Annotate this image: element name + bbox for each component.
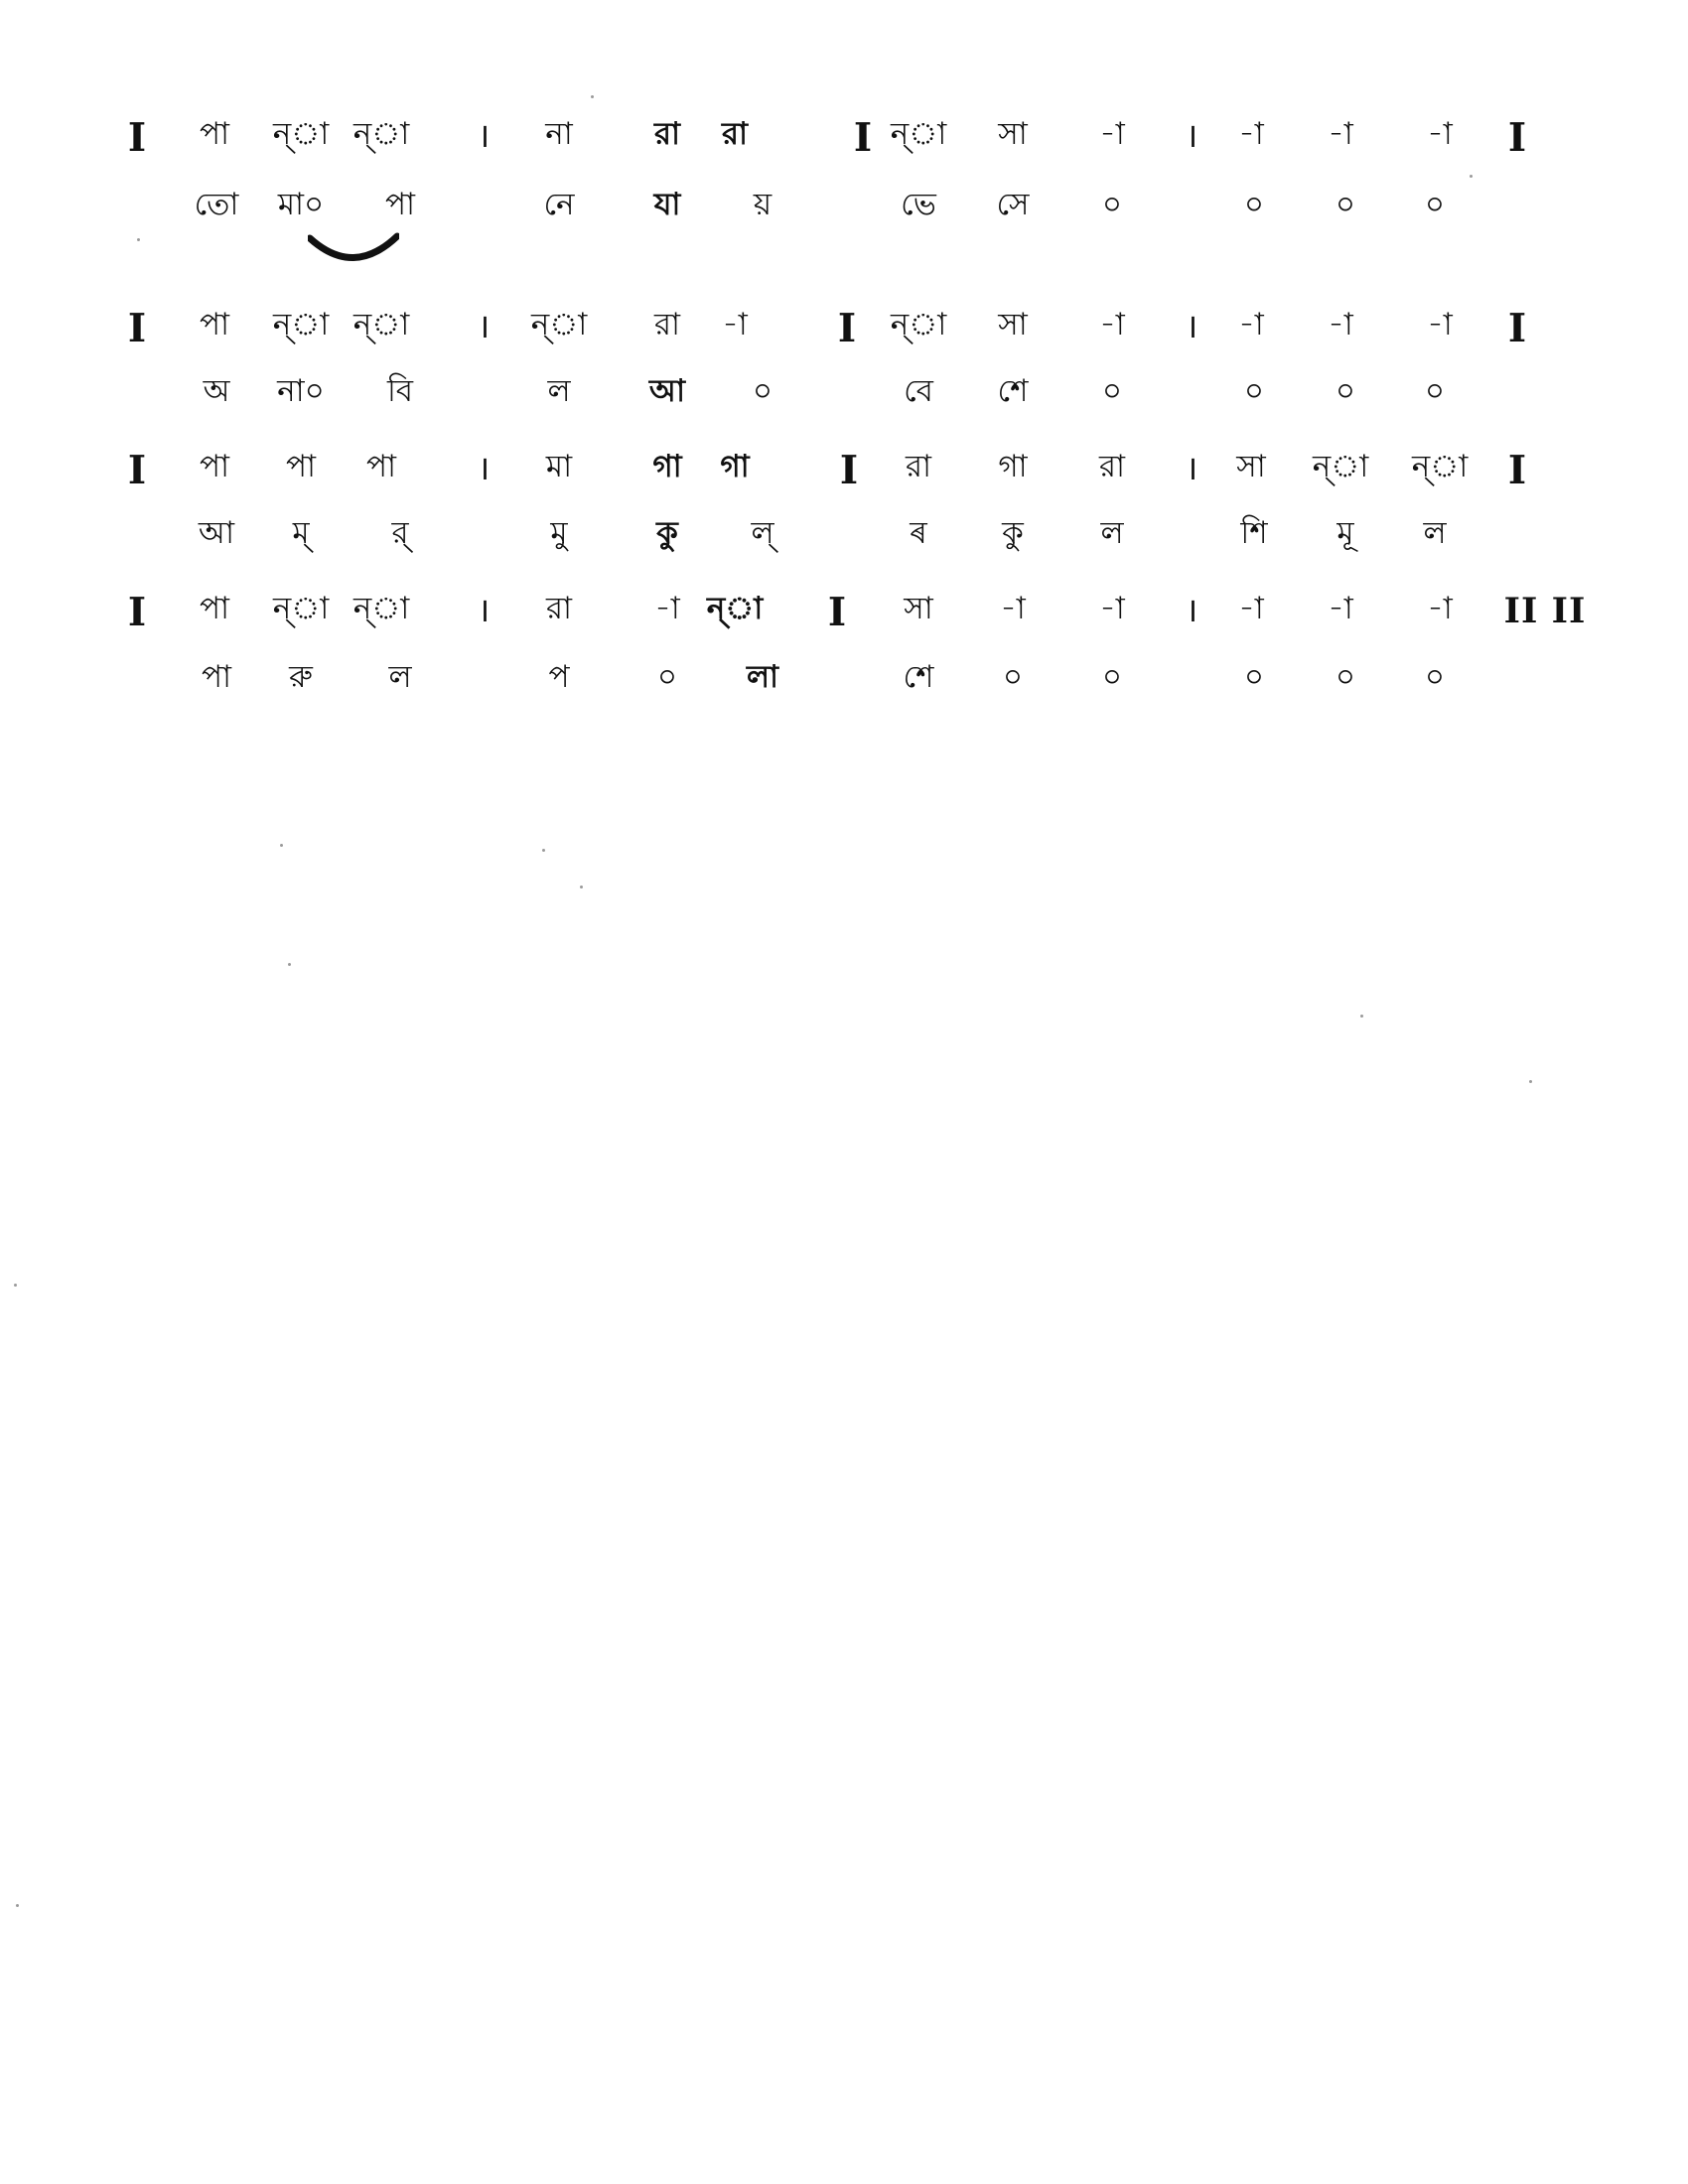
notation-symbol: ন্া bbox=[530, 307, 588, 342]
lyric-syllable: না০ bbox=[277, 373, 325, 409]
lyric-syllable: ৰ bbox=[910, 515, 927, 551]
bar-line-minor: । bbox=[1185, 591, 1198, 630]
notation-symbol: -া bbox=[1000, 591, 1026, 626]
lyric-syllable: তো bbox=[194, 187, 239, 222]
notation-symbol: মা bbox=[545, 449, 573, 484]
bar-line-major: I bbox=[827, 590, 847, 635]
notation-symbol: সা bbox=[998, 307, 1028, 342]
bar-line-major: I bbox=[127, 306, 147, 351]
lyric-syllable: ল bbox=[547, 373, 571, 409]
notation-symbol: পা bbox=[199, 449, 230, 484]
lyric-syllable: ০ bbox=[656, 659, 678, 695]
paper-speck bbox=[137, 238, 140, 241]
bar-line-minor: । bbox=[1185, 116, 1198, 156]
paper-speck bbox=[1360, 1015, 1363, 1018]
lyric-syllable: যা bbox=[653, 187, 681, 222]
notation-symbol: সা bbox=[904, 591, 933, 626]
notation-symbol: ন্া bbox=[272, 591, 330, 626]
lyric-syllable: কু bbox=[656, 515, 678, 551]
lyric-syllable: ল bbox=[1423, 515, 1447, 551]
lyric-syllable: শে bbox=[997, 373, 1029, 409]
lyric-syllable: ০ bbox=[1424, 659, 1446, 695]
notation-symbol: -া bbox=[1427, 591, 1453, 626]
paper-speck bbox=[14, 1284, 17, 1287]
notation-symbol: -া bbox=[1238, 116, 1264, 152]
notation-symbol: রা bbox=[905, 449, 932, 484]
bar-line-major: I bbox=[127, 448, 147, 493]
bar-line-minor: । bbox=[1185, 307, 1198, 346]
final-bar-line: II II bbox=[1503, 591, 1587, 631]
lyric-syllable: ০ bbox=[1243, 659, 1265, 695]
bar-line-minor: । bbox=[1185, 449, 1198, 488]
slur-mark bbox=[308, 232, 399, 268]
lyric-syllable: ০ bbox=[1101, 187, 1123, 222]
notation-symbol: পা bbox=[365, 449, 397, 484]
notation-symbol: ন্া bbox=[706, 591, 764, 626]
notation-symbol: ন্া bbox=[352, 591, 410, 626]
bar-line-major: I bbox=[1507, 306, 1527, 351]
lyric-syllable: শে bbox=[903, 659, 934, 695]
notation-symbol: রা bbox=[653, 307, 681, 342]
lyric-syllable: ০ bbox=[1101, 373, 1123, 409]
notation-symbol: -া bbox=[722, 307, 748, 342]
lyric-syllable: নে bbox=[543, 187, 575, 222]
notation-symbol: -া bbox=[654, 591, 680, 626]
lyric-syllable: ভে bbox=[901, 187, 936, 222]
lyric-syllable: আ bbox=[648, 373, 686, 409]
lyric-syllable: ০ bbox=[1002, 659, 1024, 695]
notation-symbol: ন্া bbox=[352, 116, 410, 152]
lyric-syllable: ০ bbox=[1335, 659, 1356, 695]
lyric-syllable: আ bbox=[198, 515, 235, 551]
lyric-syllable: মু bbox=[550, 515, 568, 551]
paper-speck bbox=[280, 844, 283, 847]
lyric-syllable: ০ bbox=[1335, 187, 1356, 222]
lyric-syllable: সে bbox=[996, 187, 1030, 222]
notation-symbol: না bbox=[545, 116, 573, 152]
bar-line-minor: । bbox=[477, 307, 491, 346]
lyric-syllable: ল bbox=[1100, 515, 1124, 551]
lyric-syllable: ০ bbox=[1101, 659, 1123, 695]
lyric-syllable: ম্ bbox=[292, 515, 310, 551]
lyric-syllable: বে bbox=[904, 373, 933, 409]
lyric-syllable: রু bbox=[289, 659, 313, 695]
notation-symbol: -া bbox=[1328, 116, 1353, 152]
bar-line-major: I bbox=[1507, 115, 1527, 161]
notation-symbol: রা bbox=[653, 116, 681, 152]
lyric-syllable: র্ bbox=[391, 515, 409, 551]
lyric-syllable: য় bbox=[753, 187, 773, 222]
bar-line-minor: । bbox=[477, 449, 491, 488]
notation-symbol: -া bbox=[1427, 116, 1453, 152]
notation-symbol: রা bbox=[721, 116, 749, 152]
paper-speck bbox=[591, 95, 594, 98]
notation-symbol: ন্া bbox=[890, 307, 947, 342]
paper-speck bbox=[542, 849, 545, 852]
lyric-syllable: মূ bbox=[1336, 515, 1354, 551]
notation-symbol: রা bbox=[545, 591, 573, 626]
notation-symbol: -া bbox=[1427, 307, 1453, 342]
lyric-syllable: বি bbox=[386, 373, 414, 409]
swaralipi-notation-sheet bbox=[0, 0, 1688, 754]
notation-symbol: -া bbox=[1238, 307, 1264, 342]
lyric-syllable: মা০ bbox=[277, 187, 325, 222]
notation-symbol: -া bbox=[1099, 307, 1125, 342]
paper-speck bbox=[16, 1904, 19, 1907]
lyric-syllable: পা bbox=[201, 659, 232, 695]
lyric-syllable: ০ bbox=[1243, 187, 1265, 222]
lyric-syllable: ০ bbox=[1424, 373, 1446, 409]
notation-symbol: গা bbox=[652, 449, 682, 484]
notation-symbol: -া bbox=[1238, 591, 1264, 626]
notation-symbol: -া bbox=[1328, 307, 1353, 342]
notation-symbol: সা bbox=[1236, 449, 1266, 484]
bar-line-major: I bbox=[837, 306, 857, 351]
paper-speck bbox=[580, 886, 583, 888]
bar-line-minor: । bbox=[477, 591, 491, 630]
notation-symbol: ন্া bbox=[272, 307, 330, 342]
notation-symbol: পা bbox=[199, 591, 230, 626]
lyric-syllable: ০ bbox=[1424, 187, 1446, 222]
lyric-syllable: অ bbox=[203, 373, 230, 409]
notation-symbol: পা bbox=[199, 307, 230, 342]
notation-symbol: -া bbox=[1099, 116, 1125, 152]
bar-line-major: I bbox=[127, 115, 147, 161]
paper-speck bbox=[1470, 175, 1473, 178]
notation-symbol: -া bbox=[1328, 591, 1353, 626]
notation-symbol: পা bbox=[285, 449, 317, 484]
lyric-syllable: ০ bbox=[1243, 373, 1265, 409]
paper-speck bbox=[1529, 1080, 1532, 1083]
notation-symbol: পা bbox=[199, 116, 230, 152]
notation-symbol: ন্া bbox=[272, 116, 330, 152]
notation-symbol: সা bbox=[998, 116, 1028, 152]
lyric-syllable: ০ bbox=[752, 373, 774, 409]
notation-symbol: ন্া bbox=[1312, 449, 1369, 484]
lyric-syllable: ০ bbox=[1335, 373, 1356, 409]
notation-symbol: ন্া bbox=[352, 307, 410, 342]
paper-speck bbox=[288, 963, 291, 966]
notation-symbol: ন্া bbox=[1411, 449, 1469, 484]
lyric-syllable: লা bbox=[746, 659, 779, 695]
lyric-syllable: শি bbox=[1240, 515, 1268, 551]
notation-symbol: ন্া bbox=[890, 116, 947, 152]
bar-line-major: I bbox=[1507, 448, 1527, 493]
notation-symbol: -া bbox=[1099, 591, 1125, 626]
bar-line-major: I bbox=[853, 115, 873, 161]
notation-symbol: রা bbox=[1098, 449, 1126, 484]
bar-line-major: I bbox=[127, 590, 147, 635]
lyric-syllable: ল bbox=[388, 659, 412, 695]
lyric-syllable: কু bbox=[1002, 515, 1024, 551]
lyric-syllable: প bbox=[548, 659, 570, 695]
bar-line-major: I bbox=[839, 448, 859, 493]
bar-line-minor: । bbox=[477, 116, 491, 156]
notation-symbol: গা bbox=[998, 449, 1028, 484]
notation-symbol: গা bbox=[720, 449, 750, 484]
lyric-syllable: পা bbox=[384, 187, 416, 222]
lyric-syllable: ল্ bbox=[751, 515, 774, 551]
